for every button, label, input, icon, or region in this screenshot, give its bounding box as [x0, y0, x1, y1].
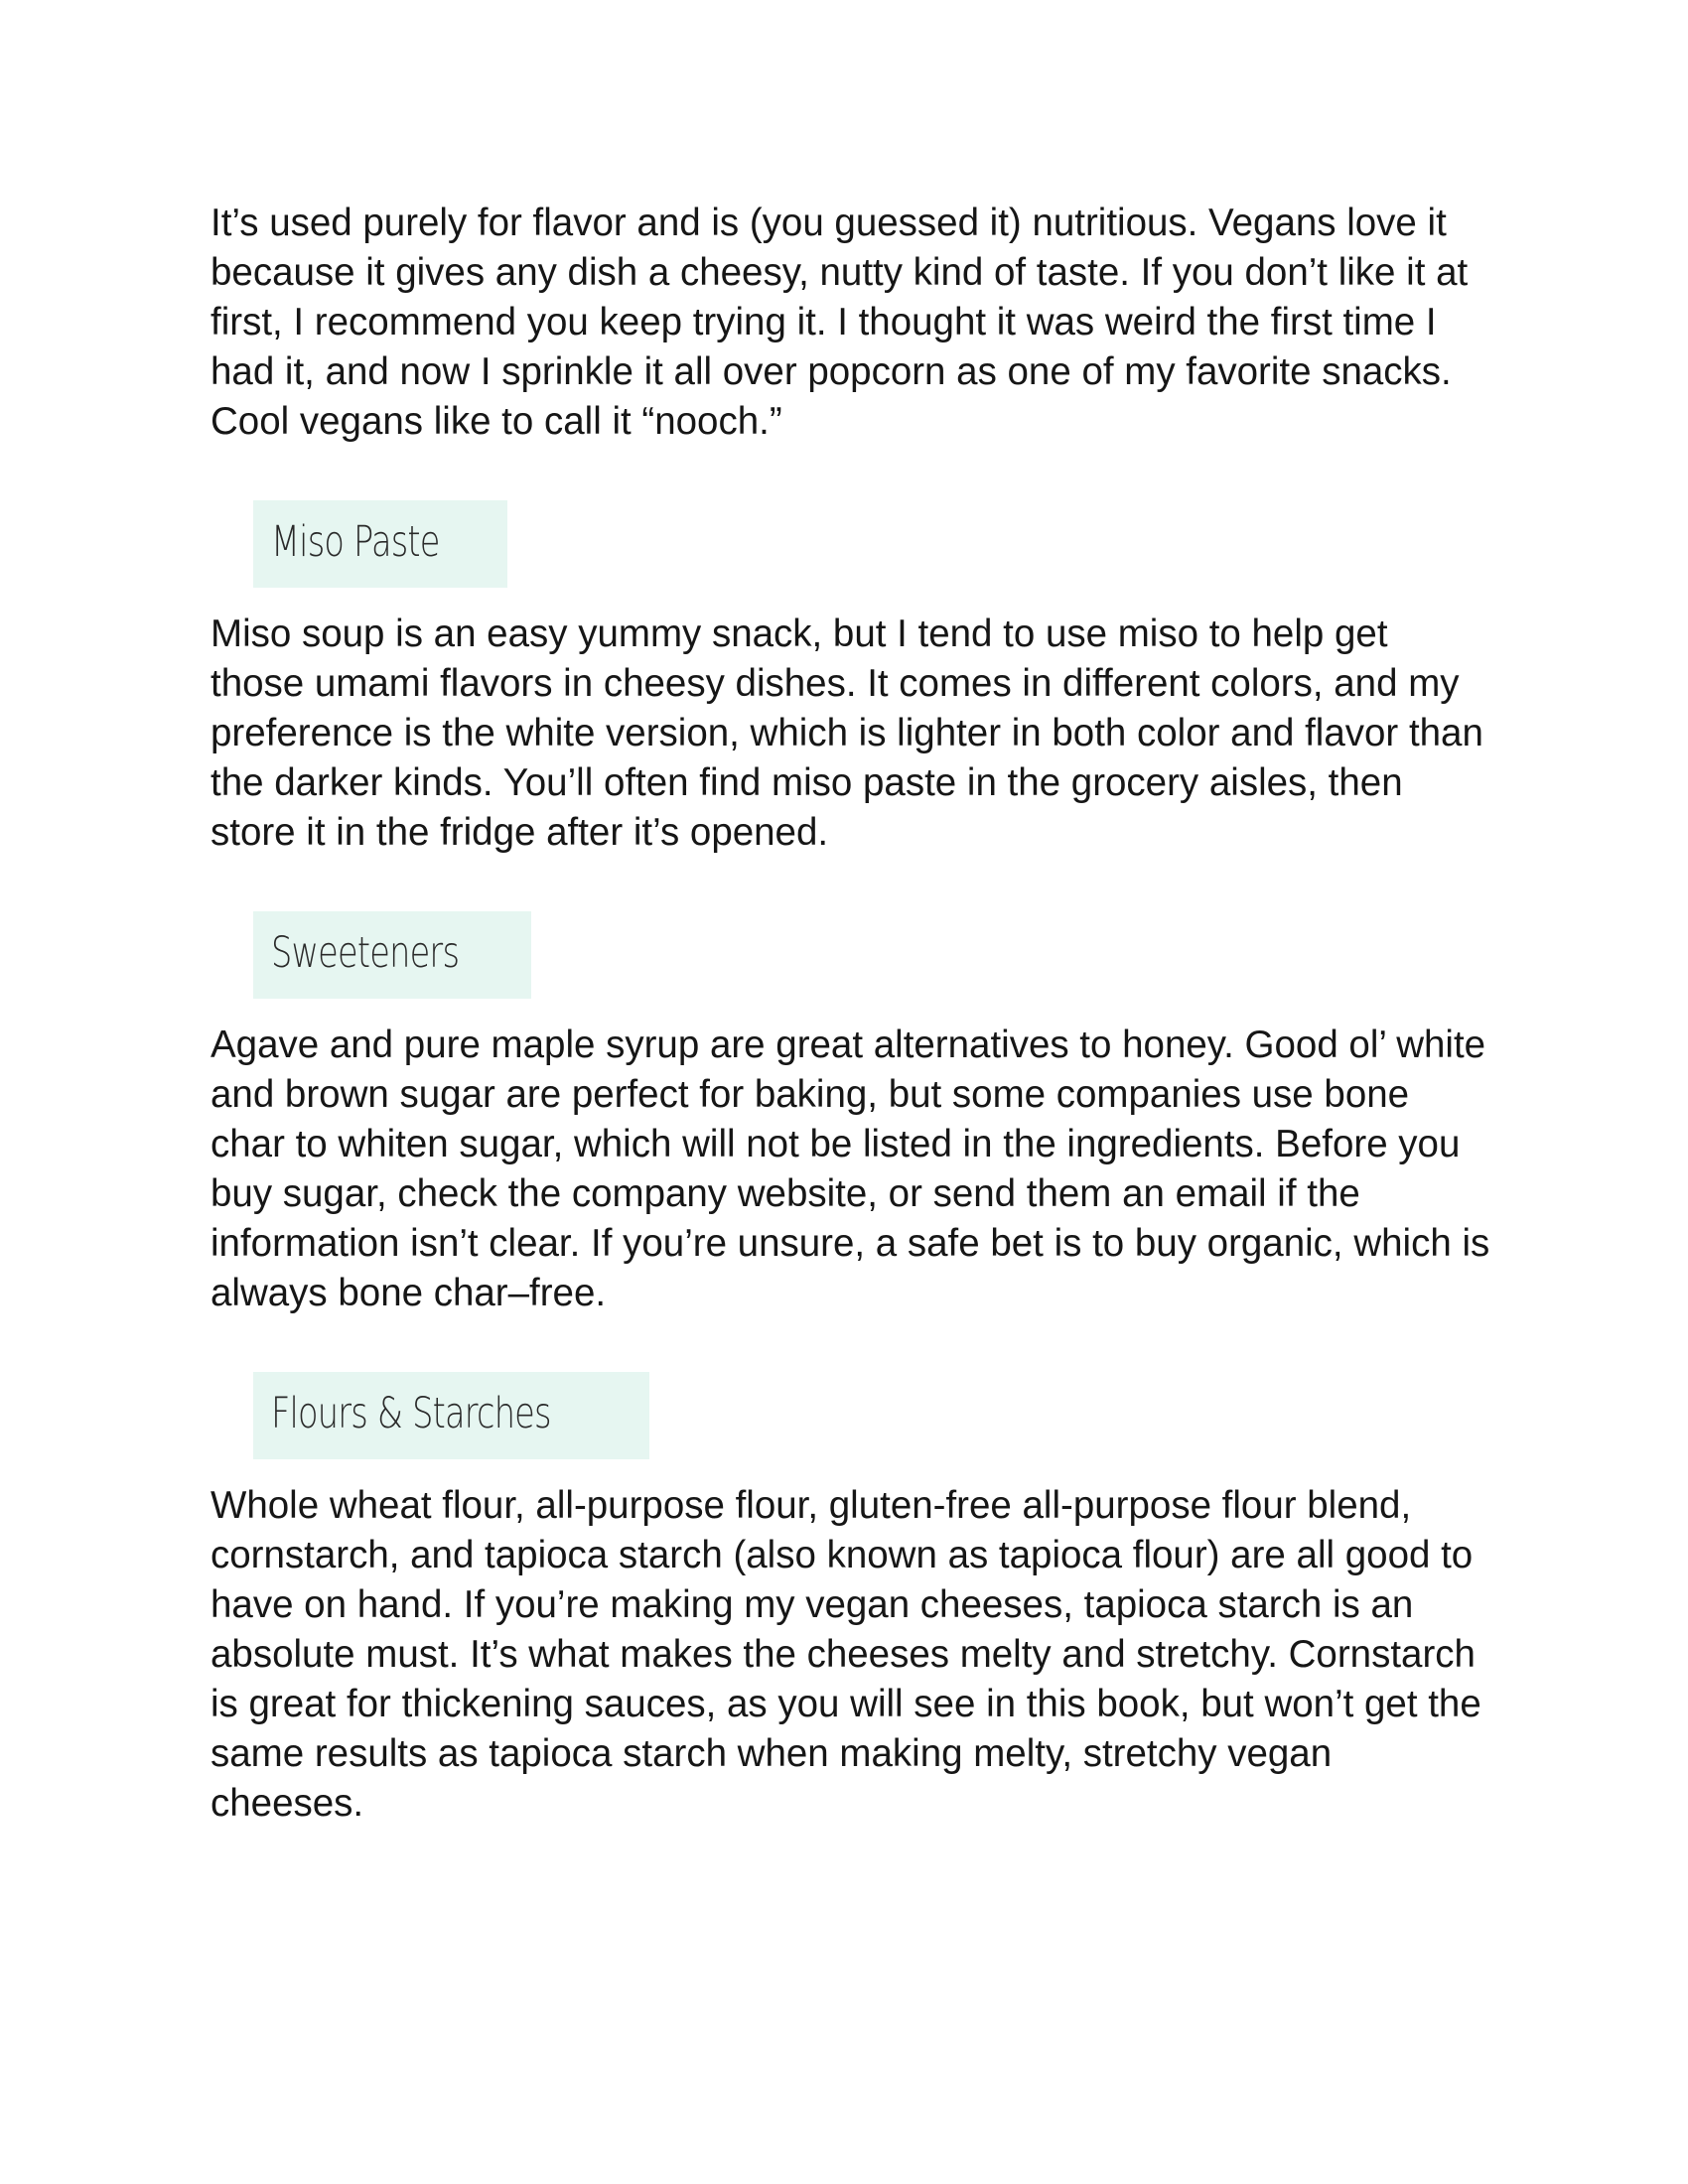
heading-label: Miso Paste [271, 517, 440, 567]
section-heading-sweeteners [253, 911, 531, 999]
miso-paste-paragraph: Miso soup is an easy yummy snack, but I tend to use miso to help get those umami flavors in cheesy dishes. It comes in different colors, and my preference is the white version, which is lighter in both color and flavor than the darker kinds. You’ll often find miso paste in the grocery aisles, then store it in the fridge after it’s opened. [211, 613, 1483, 854]
heading-label: Flours & Starches [271, 1389, 551, 1438]
flours-starches-paragraph: Whole wheat flour, all-purpose flour, gluten-free all-purpose flour blend, cornstarch, and tapioca starch (also known as tapioca flour) are all good to have on hand. If you’re making my vegan cheeses, tapioca starch is an absolute must. It’s what makes the cheeses melty and stretchy. Cornstarch is great for thickening sauces, as you will see in this book, but won’t get the same results as tapioca starch when making melty, stretchy vegan cheeses. [211, 1484, 1481, 1825]
page-content [211, 199, 1491, 1829]
heading-label: Sweeteners [271, 928, 460, 978]
section-heading-flours-starches [253, 1372, 649, 1459]
intro-paragraph: It’s used purely for flavor and is (you guessed it) nutritious. Vegans love it because it gives any dish a cheesy, nutty kind of taste. If you don’t like it at first, I recommend you keep trying it. I thought it was weird the first time I had it, and now I sprinkle it all over popcorn as one of my favorite snacks. Cool vegans like to call it “nooch.” [211, 202, 1469, 443]
section-heading-miso-paste [253, 500, 507, 588]
sweeteners-paragraph: Agave and pure maple syrup are great alternatives to honey. Good ol’ white and brown sugar are perfect for baking, but some companies use bone char to whiten sugar, which will not be listed in the ingredients. Before you buy sugar, check the company website, or send them an email if the information isn’t clear. If you’re unsure, a safe bet is to buy organic, which is always bone char–free. [211, 1024, 1490, 1314]
